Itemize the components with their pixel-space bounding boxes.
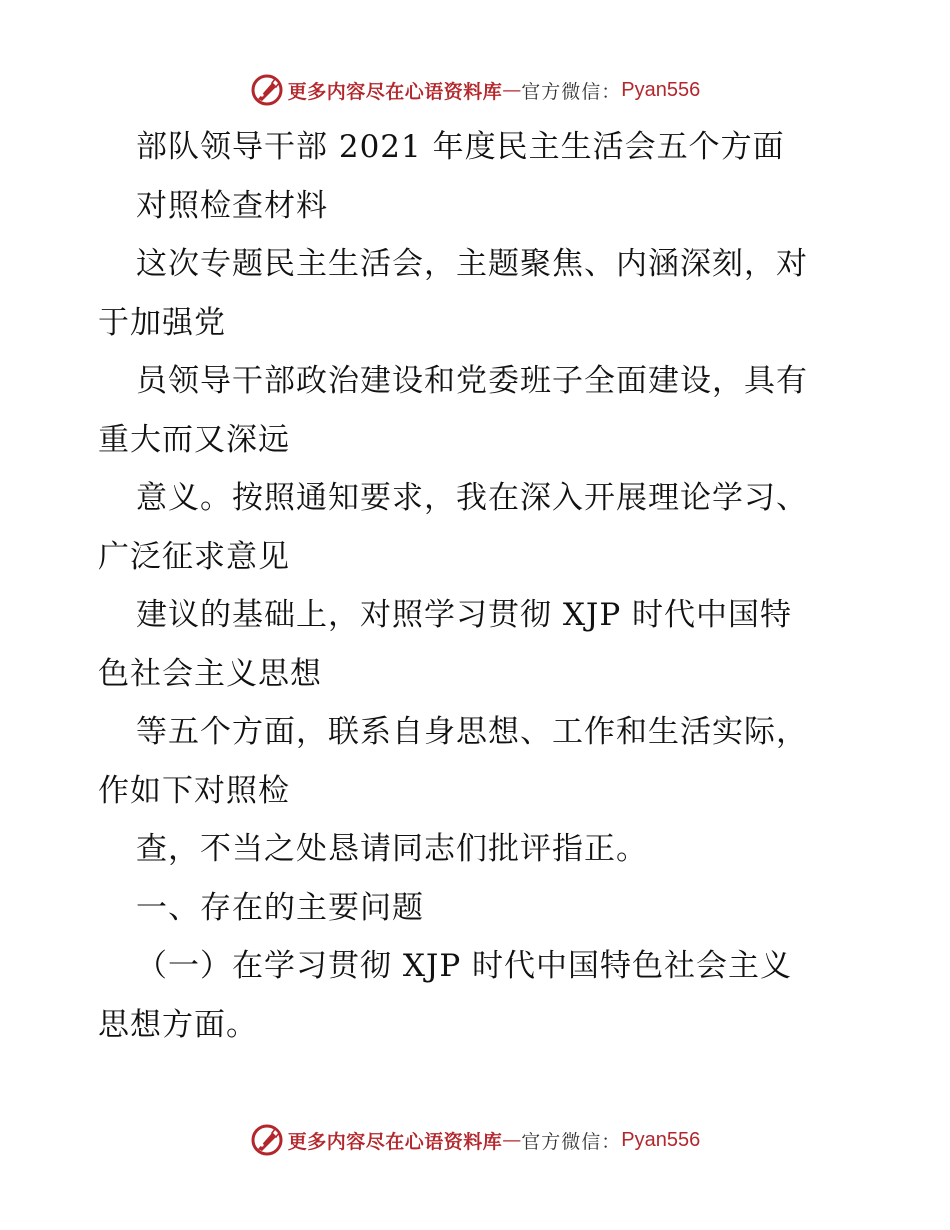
- paragraph-line: 等五个方面，联系自身思想、工作和生活实际，: [136, 714, 808, 750]
- subsection-heading-continued: 思想方面。: [98, 1006, 258, 1043]
- banner-wechat-id: Pyan556: [621, 1128, 701, 1151]
- banner-wechat-label: 官方微信：: [521, 1130, 622, 1153]
- paragraph-line: 重大而又深远: [98, 421, 290, 458]
- pen-logo-icon: [250, 1123, 284, 1157]
- pen-logo-icon: [250, 73, 284, 107]
- paragraph-line: 意义。按照通知要求，我在深入开展理论学习、: [136, 480, 808, 516]
- paragraph-line: 广泛征求意见: [98, 538, 290, 575]
- subsection-heading: （一）在学习贯彻 XJP 时代中国特色社会主义: [136, 948, 793, 984]
- footer-watermark-banner: [0, 1120, 950, 1160]
- banner-wechat-label: 官方微信：: [521, 80, 622, 103]
- document-body: [98, 118, 868, 1054]
- paragraph-line: 查，不当之处恳请同志们批评指正。: [136, 831, 648, 867]
- paragraph-line: 于加强党: [98, 304, 226, 341]
- banner-dash: —: [502, 79, 522, 101]
- banner-site-text: 更多内容尽在心语资料库: [287, 80, 503, 103]
- banner-site-text: 更多内容尽在心语资料库: [287, 1130, 503, 1153]
- banner-wechat-id: Pyan556: [621, 78, 701, 101]
- paragraph-line: 这次专题民主生活会，主题聚焦、内涵深刻，对: [136, 246, 808, 282]
- paragraph-line: 作如下对照检: [98, 772, 290, 809]
- header-watermark-banner: [0, 70, 950, 110]
- paragraph-line: 建议的基础上，对照学习贯彻 XJP 时代中国特: [136, 597, 793, 633]
- paragraph-line: 员领导干部政治建设和党委班子全面建设，具有: [136, 363, 808, 399]
- paragraph-line: 色社会主义思想: [98, 655, 322, 692]
- title-line-1: 部队领导干部 2021 年度民主生活会五个方面: [136, 129, 785, 165]
- title-line-2: 对照检查材料: [136, 187, 328, 224]
- banner-dash: —: [502, 1129, 522, 1151]
- section-heading: 一、存在的主要问题: [136, 889, 424, 926]
